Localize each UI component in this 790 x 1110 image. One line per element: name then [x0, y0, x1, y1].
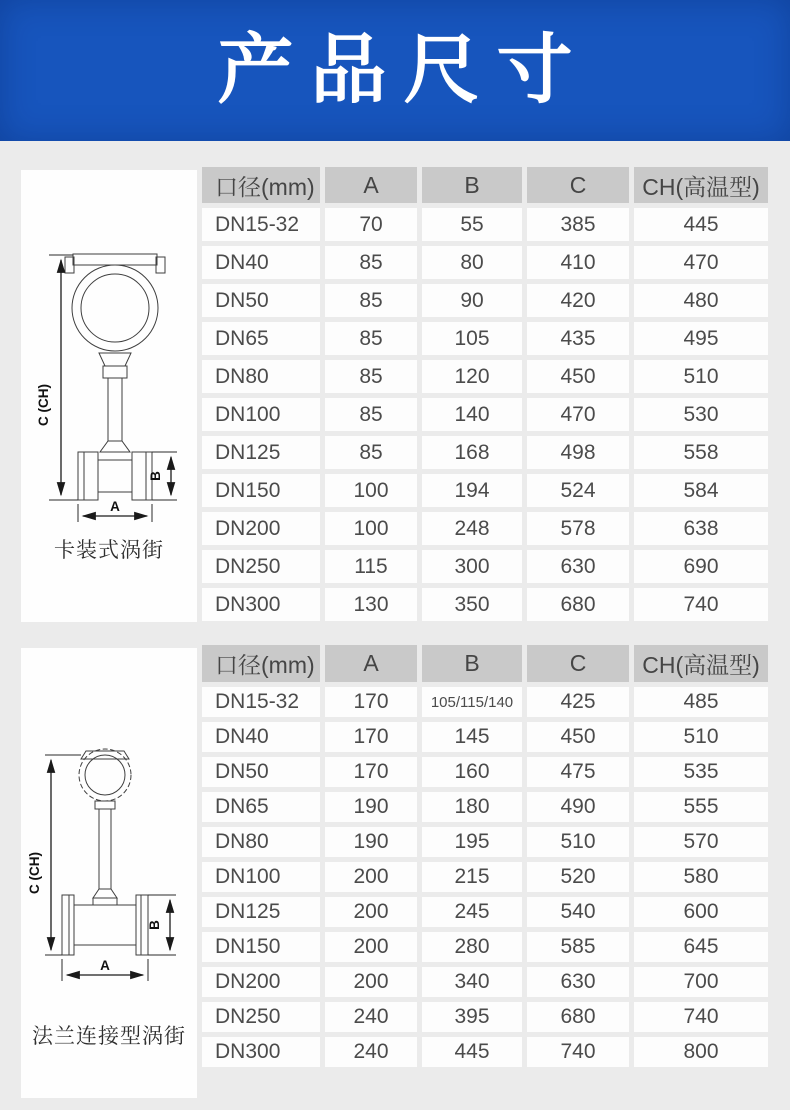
- dimension-cell: 85: [325, 360, 417, 393]
- diameter-cell: DN300: [202, 1037, 320, 1067]
- dimension-cell: 470: [527, 398, 629, 431]
- table-row: [202, 792, 768, 822]
- table-row: [202, 1037, 768, 1067]
- dimension-cell: 475: [527, 757, 629, 787]
- column-header: A: [325, 645, 417, 682]
- dimension-cell: 180: [422, 792, 522, 822]
- dimension-cell: 510: [634, 722, 768, 752]
- table-row: [202, 862, 768, 892]
- dimension-cell: 80: [422, 246, 522, 279]
- table-row: [202, 436, 768, 469]
- dimension-cell: 100: [325, 512, 417, 545]
- flowmeter-outline: [62, 749, 148, 955]
- table-row: [202, 1002, 768, 1032]
- table-row: [202, 246, 768, 279]
- diameter-cell: DN65: [202, 322, 320, 355]
- column-header: B: [422, 167, 522, 203]
- dimension-cell: 105/115/140: [422, 687, 522, 717]
- dimension-cell: 645: [634, 932, 768, 962]
- dimension-cell: 240: [325, 1037, 417, 1067]
- table-row: [202, 398, 768, 431]
- column-header: 口径(mm): [202, 645, 320, 682]
- diameter-cell: DN50: [202, 284, 320, 317]
- wafer-vortex-drawing: [21, 170, 197, 534]
- table-row: [202, 550, 768, 583]
- dimension-cell: 680: [527, 1002, 629, 1032]
- diameter-cell: DN80: [202, 360, 320, 393]
- dimension-cell: 638: [634, 512, 768, 545]
- dimension-cell: 194: [422, 474, 522, 507]
- dimension-cell: 470: [634, 246, 768, 279]
- dimension-cell: 585: [527, 932, 629, 962]
- table-row: [202, 722, 768, 752]
- dimension-cell: 420: [527, 284, 629, 317]
- diameter-cell: DN125: [202, 897, 320, 927]
- dimension-cell: 510: [527, 827, 629, 857]
- dimension-cell: 85: [325, 284, 417, 317]
- diameter-cell: DN100: [202, 862, 320, 892]
- dimension-cell: 170: [325, 722, 417, 752]
- dim-label-width: A: [110, 499, 120, 514]
- dimension-cell: 570: [634, 827, 768, 857]
- column-header: A: [325, 167, 417, 203]
- dimension-cell: 280: [422, 932, 522, 962]
- column-header: C: [527, 645, 629, 682]
- dim-label-height: C (CH): [27, 852, 42, 894]
- dimension-annotations: [27, 755, 176, 981]
- dimension-cell: 85: [325, 246, 417, 279]
- dimension-cell: 450: [527, 722, 629, 752]
- dimension-cell: 200: [325, 967, 417, 997]
- dimension-cell: 115: [325, 550, 417, 583]
- flowmeter-outline: [65, 254, 165, 500]
- table-header-row: [202, 645, 768, 682]
- dimension-cell: 700: [634, 967, 768, 997]
- dimension-cell: 600: [634, 897, 768, 927]
- dimension-cell: 530: [634, 398, 768, 431]
- diameter-cell: DN15-32: [202, 208, 320, 241]
- column-header: CH(高温型): [634, 645, 768, 682]
- flange-vortex-drawing: [21, 648, 197, 1018]
- table-row: [202, 322, 768, 355]
- dimension-cell: 140: [422, 398, 522, 431]
- dimension-cell: 245: [422, 897, 522, 927]
- dimension-cell: 145: [422, 722, 522, 752]
- dimension-cell: 248: [422, 512, 522, 545]
- dimension-cell: 85: [325, 398, 417, 431]
- dimension-cell: 558: [634, 436, 768, 469]
- page-title: 产品尺寸: [217, 27, 590, 113]
- diameter-cell: DN15-32: [202, 687, 320, 717]
- diameter-cell: DN125: [202, 436, 320, 469]
- diameter-cell: DN150: [202, 474, 320, 507]
- dimension-cell: 510: [634, 360, 768, 393]
- dimension-cell: 120: [422, 360, 522, 393]
- dimension-cell: 168: [422, 436, 522, 469]
- flange-dimensions-table: [197, 640, 773, 1072]
- diameter-cell: DN100: [202, 398, 320, 431]
- dimension-cell: 240: [325, 1002, 417, 1032]
- drawing-panel-flange: [21, 648, 197, 1098]
- dimension-cell: 385: [527, 208, 629, 241]
- dimension-cell: 85: [325, 322, 417, 355]
- dimension-cell: 490: [527, 792, 629, 822]
- dimension-cell: 740: [527, 1037, 629, 1067]
- diameter-cell: DN250: [202, 550, 320, 583]
- table-row: [202, 208, 768, 241]
- dimension-cell: 485: [634, 687, 768, 717]
- dimension-cell: 350: [422, 588, 522, 621]
- dimension-cell: 740: [634, 1002, 768, 1032]
- table-row: [202, 967, 768, 997]
- table-row: [202, 827, 768, 857]
- dimension-cell: 540: [527, 897, 629, 927]
- dimension-cell: 630: [527, 967, 629, 997]
- dimension-cell: 445: [634, 208, 768, 241]
- diameter-cell: DN40: [202, 246, 320, 279]
- dimension-cell: 190: [325, 827, 417, 857]
- dimension-cell: 800: [634, 1037, 768, 1067]
- dimension-cell: 395: [422, 1002, 522, 1032]
- dimension-cell: 340: [422, 967, 522, 997]
- diameter-cell: DN50: [202, 757, 320, 787]
- dimension-cell: 215: [422, 862, 522, 892]
- dimension-cell: 425: [527, 687, 629, 717]
- table-row: [202, 897, 768, 927]
- diameter-cell: DN200: [202, 967, 320, 997]
- dimension-cell: 160: [422, 757, 522, 787]
- diameter-cell: DN65: [202, 792, 320, 822]
- table-row: [202, 588, 768, 621]
- dim-label-height: C (CH): [36, 384, 51, 426]
- dimension-cell: 524: [527, 474, 629, 507]
- diameter-cell: DN80: [202, 827, 320, 857]
- dimension-cell: 480: [634, 284, 768, 317]
- column-header: CH(高温型): [634, 167, 768, 203]
- dimension-cell: 445: [422, 1037, 522, 1067]
- column-header: C: [527, 167, 629, 203]
- dimension-cell: 105: [422, 322, 522, 355]
- dimension-cell: 630: [527, 550, 629, 583]
- dimension-cell: 410: [527, 246, 629, 279]
- dimension-cell: 200: [325, 932, 417, 962]
- dimension-cell: 55: [422, 208, 522, 241]
- dimension-cell: 100: [325, 474, 417, 507]
- dim-label-bore: B: [148, 471, 163, 481]
- dim-label-bore: B: [147, 920, 162, 930]
- table-row: [202, 474, 768, 507]
- diameter-cell: DN250: [202, 1002, 320, 1032]
- dimension-cell: 85: [325, 436, 417, 469]
- table-row: [202, 360, 768, 393]
- table-row: [202, 932, 768, 962]
- dimension-cell: 300: [422, 550, 522, 583]
- dimension-cell: 740: [634, 588, 768, 621]
- table-header-row: [202, 167, 768, 203]
- diameter-cell: DN150: [202, 932, 320, 962]
- wafer-dimensions-table: [197, 162, 773, 626]
- dimension-cell: 90: [422, 284, 522, 317]
- dimension-cell: 70: [325, 208, 417, 241]
- dimension-cell: 520: [527, 862, 629, 892]
- column-header: B: [422, 645, 522, 682]
- dimension-cell: 195: [422, 827, 522, 857]
- dimension-cell: 170: [325, 687, 417, 717]
- dim-label-width: A: [100, 958, 110, 973]
- dimension-cell: 450: [527, 360, 629, 393]
- dimension-cell: 580: [634, 862, 768, 892]
- drawing-panel-wafer: [21, 170, 197, 622]
- table-row: [202, 512, 768, 545]
- column-header: 口径(mm): [202, 167, 320, 203]
- dimension-cell: 200: [325, 897, 417, 927]
- dimension-cell: 200: [325, 862, 417, 892]
- dimension-cell: 495: [634, 322, 768, 355]
- dimension-cell: 190: [325, 792, 417, 822]
- dimension-cell: 130: [325, 588, 417, 621]
- table-row: [202, 757, 768, 787]
- dimension-cell: 498: [527, 436, 629, 469]
- dimension-cell: 690: [634, 550, 768, 583]
- diameter-cell: DN40: [202, 722, 320, 752]
- diameter-cell: DN200: [202, 512, 320, 545]
- drawing-caption-flange: 法兰连接型涡街: [32, 1025, 186, 1048]
- dimension-cell: 435: [527, 322, 629, 355]
- dimension-cell: 555: [634, 792, 768, 822]
- dimension-cell: 170: [325, 757, 417, 787]
- diameter-cell: DN300: [202, 588, 320, 621]
- dimension-cell: 584: [634, 474, 768, 507]
- dimension-cell: 680: [527, 588, 629, 621]
- banner: [0, 0, 790, 141]
- table-row: [202, 687, 768, 717]
- table-row: [202, 284, 768, 317]
- dimension-cell: 578: [527, 512, 629, 545]
- dimension-cell: 535: [634, 757, 768, 787]
- drawing-caption-wafer: 卡装式涡街: [54, 539, 164, 562]
